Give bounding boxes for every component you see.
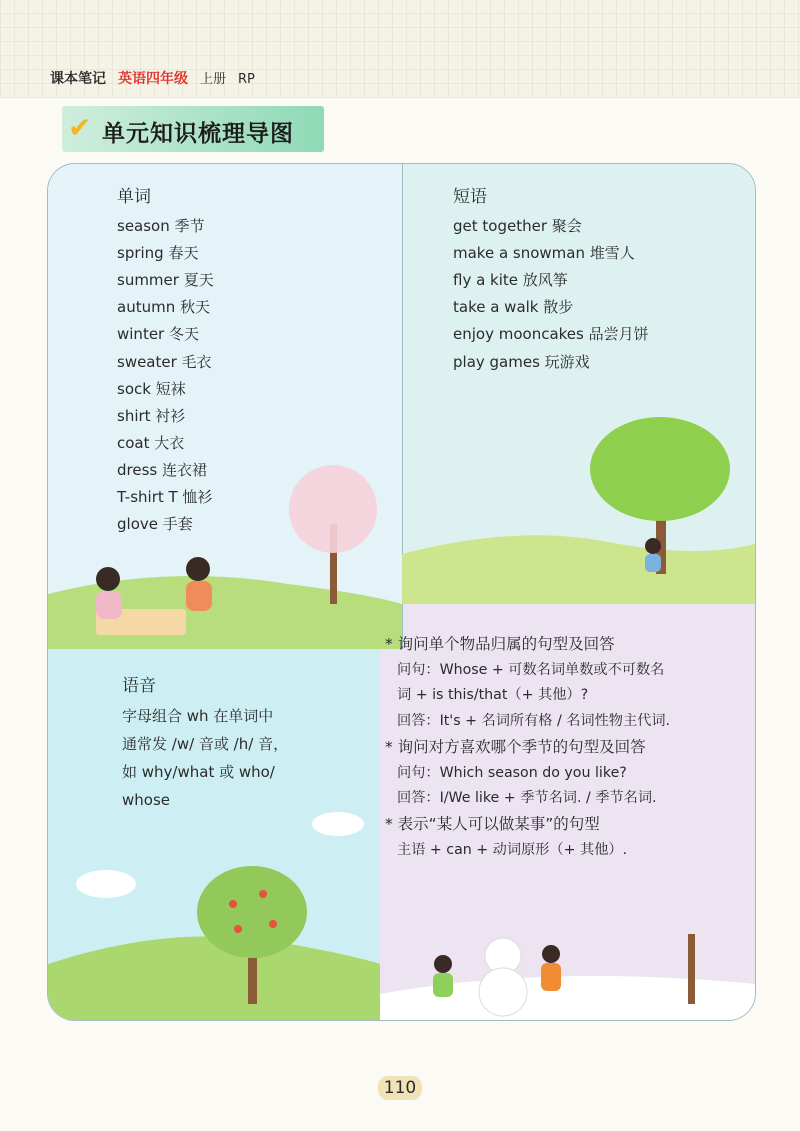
autumn-tree-leaves (590, 417, 730, 521)
phrases-heading: 短语 (453, 187, 487, 207)
word-item: season 季节 (117, 217, 205, 236)
phrases-list (453, 184, 649, 376)
pronunciation-heading: 语音 (122, 676, 156, 696)
section-title-bar (62, 106, 324, 152)
pronunciation-line: 如 why/what 或 who/ (122, 763, 275, 781)
phrase-item: get together 聚会 (453, 217, 582, 236)
winter-tree-trunk (688, 934, 695, 1004)
edition-label: RP (238, 72, 255, 87)
snowman-body (479, 968, 527, 1016)
grammar-line: 问句：Which season do you like? (397, 764, 627, 781)
phrase-item: enjoy mooncakes 品尝月饼 (453, 325, 649, 344)
phrase-item: take a walk 散步 (453, 298, 574, 317)
checkmark-icon: ✔ (68, 111, 92, 144)
grammar-line: 词 + is this/that（+ 其他）? (397, 687, 589, 704)
grammar-line: 主语 + can + 动词原形（+ 其他）. (397, 841, 628, 858)
summer-hill (48, 936, 380, 1020)
summer-tree-leaves (197, 866, 307, 958)
grammar-title: * 询问对方喜欢哪个季节的句型及回答 (385, 737, 646, 756)
words-heading: 单词 (117, 187, 151, 207)
grammar-line: 回答：I/We like + 季节名词. / 季节名词. (397, 790, 657, 807)
word-item: sock 短袜 (117, 379, 186, 398)
phrase-item: fly a kite 放风筝 (453, 271, 568, 290)
word-item: dress 连衣裙 (117, 460, 207, 479)
word-item: autumn 秋天 (117, 298, 210, 317)
page-number (0, 1078, 800, 1098)
page-header (50, 68, 255, 88)
volume-label: 上册 (200, 72, 227, 87)
grammar-title: * 表示“某人可以做某事”的句型 (385, 814, 600, 833)
autumn-hill (402, 535, 755, 604)
grammar-line: 问句：Whose + 可数名词单数或不可数名 (397, 661, 665, 678)
phrase-item: play games 玩游戏 (453, 352, 590, 371)
boy-figure (645, 538, 661, 554)
grammar-title: * 询问单个物品归属的句型及回答 (385, 635, 615, 653)
book-name: 课本笔记 (50, 71, 106, 87)
section-title: 单元知识梳理导图 (102, 121, 294, 147)
word-item: glove 手套 (117, 515, 193, 534)
cloud (312, 812, 364, 836)
word-item: summer 夏天 (117, 271, 214, 290)
grade-label: 英语四年级 (118, 71, 188, 87)
word-item: coat 大衣 (117, 433, 185, 452)
child-figure-2 (542, 945, 560, 963)
grammar-notes (385, 632, 745, 863)
word-item: shirt 衬衫 (117, 406, 186, 425)
pronunciation-line: 字母组合 wh 在单词中 (122, 707, 274, 725)
words-list (117, 184, 214, 538)
spring-tree-blossom (289, 465, 377, 553)
word-item: spring 春天 (117, 244, 199, 263)
pronunciation-line: whose (122, 791, 170, 809)
girl-figure-2 (186, 557, 210, 581)
pronunciation-box (122, 672, 288, 814)
phrase-item: make a snowman 堆雪人 (453, 244, 635, 263)
page-number-label: 110 (378, 1076, 422, 1100)
grammar-line: 回答：It's + 名词所有格 / 名词性物主代词. (397, 713, 671, 730)
girl-figure (96, 567, 120, 591)
word-item: winter 冬天 (117, 325, 199, 344)
child-figure (434, 955, 452, 973)
word-item: sweater 毛衣 (117, 352, 212, 371)
word-item: T-shirt T 恤衫 (117, 488, 213, 507)
pronunciation-line: 通常发 /w/ 音或 /h/ 音， (122, 735, 289, 753)
cloud (76, 870, 136, 898)
